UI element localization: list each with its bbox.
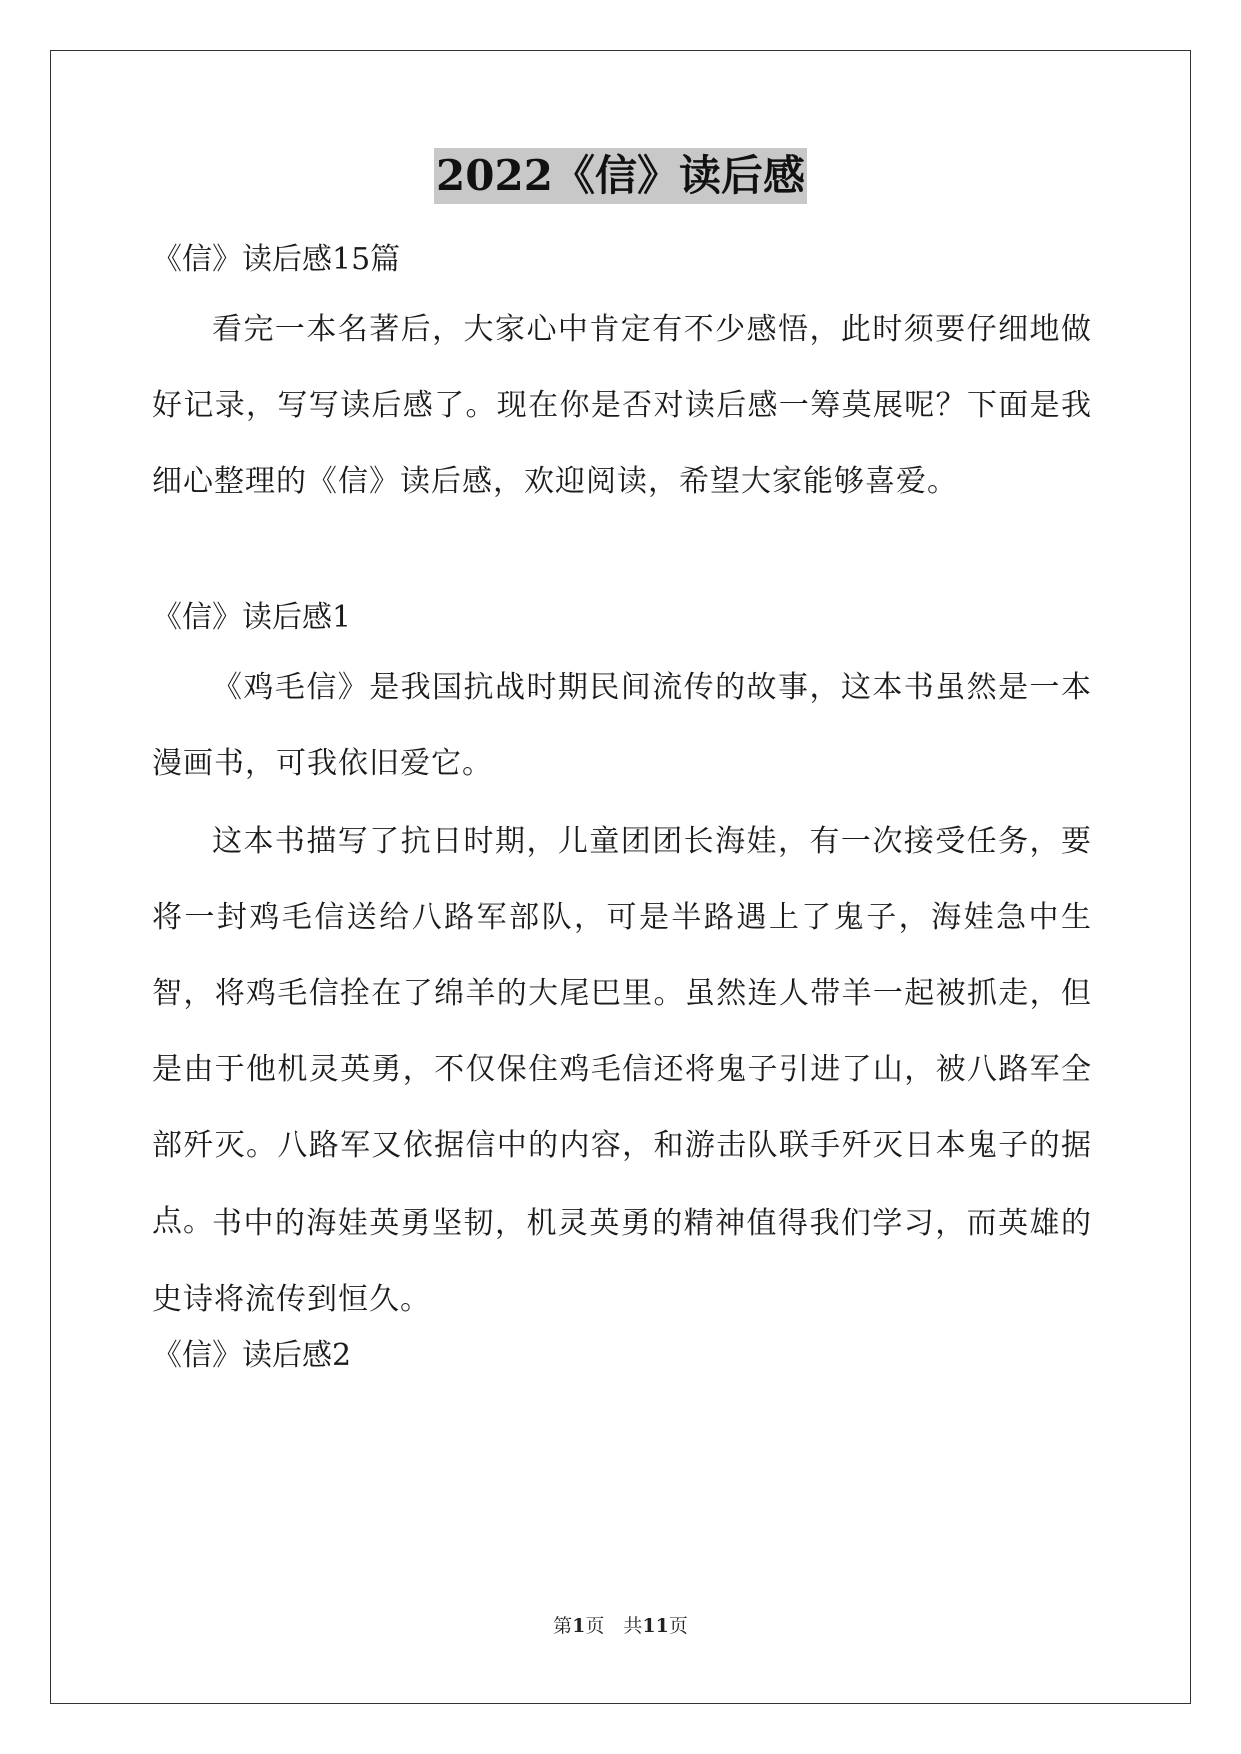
page-footer <box>0 1614 1241 1638</box>
section-1-paragraph-3: 书中的海娃英勇坚韧，机灵英勇的精神值得我们学习，而英雄的史诗将流传到恒久。 <box>152 1206 1092 1317</box>
footer-total-pages: 11 <box>642 1615 669 1637</box>
document-subtitle: 《信》读后感15篇 <box>152 242 401 277</box>
section-heading-1: 《信》读后感1 <box>152 600 352 635</box>
section-1-paragraph-1: 《鸡毛信》是我国抗战时期民间流传的故事，这本书虽然是一本漫画书，可我依旧爱它。 <box>152 670 1092 781</box>
footer-prefix: 第 <box>553 1615 573 1637</box>
footer-page-number: 1 <box>572 1615 586 1637</box>
footer-suffix: 页 <box>668 1615 688 1637</box>
title-container <box>0 148 1241 204</box>
intro-paragraph: 看完一本名著后，大家心中肯定有不少感悟，此时须要仔细地做好记录，写写读后感了。现在你是否对读后感一筹莫展呢？下面是我细心整理的《信》读后感，欢迎阅读，希望大家能够喜爱。 <box>152 312 1092 499</box>
section-1-paragraph-2: 这本书描写了抗日时期，儿童团团长海娃，有一次接受任务，要将一封鸡毛信送给八路军部队，可是半路遇上了鬼子，海娃急中生智，将鸡毛信拴在了绵羊的大尾巴里。虽然连人带羊一起被抓走，但是由于他机灵英勇，不仅保住鸡毛信还将鬼子引进了山，被八路军全部歼灭。八路军又依据信中的内容，和游击队联手歼灭日本鬼子的据点。 <box>152 824 1092 1239</box>
document-title: 2022《信》读后感 <box>434 148 807 204</box>
footer-middle: 页 共 <box>585 1615 643 1637</box>
section-heading-2: 《信》读后感2 <box>152 1338 352 1373</box>
